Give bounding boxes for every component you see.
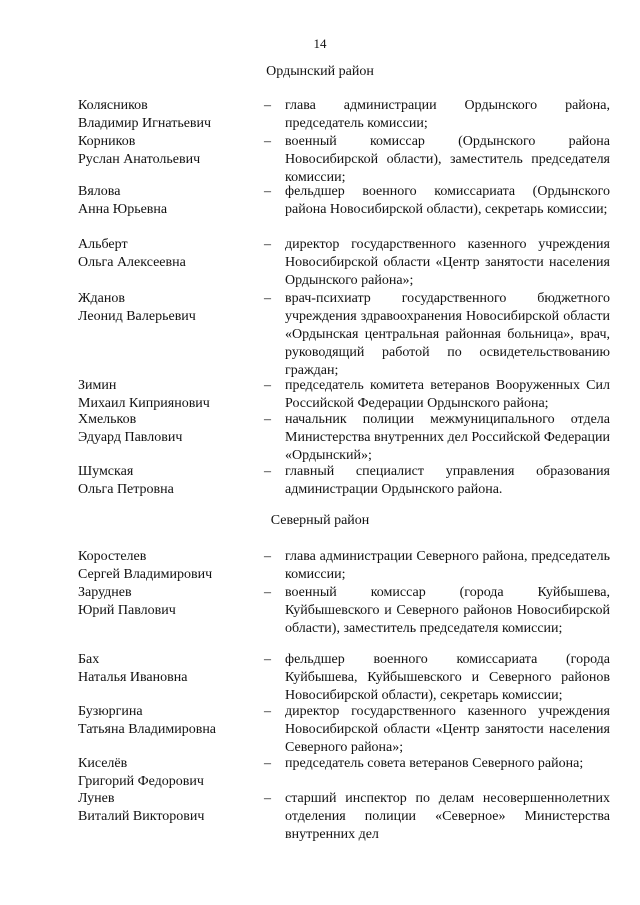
member-position: председатель комитета ветеранов Вооруженных Сил Российской Федерации Ордынского района; [285, 378, 610, 411]
member-name [78, 548, 253, 584]
member-position: военный комиссар (города Куйбышева, Куйбышевского и Северного районов Новосибирской области), заместитель председателя комиссии; [285, 585, 610, 636]
member-given-name: Эдуард Павлович [78, 430, 183, 445]
member-position: директор государственного казенного учреждения Новосибирской области «Центр занятости населения Северного района»; [285, 704, 610, 755]
member-surname: Зимин [78, 378, 117, 393]
member-position: военный комиссар (Ордынского района Новосибирской области), заместитель председателя комиссии; [285, 134, 610, 185]
member-position: главный специалист управления образования администрации Ордынского района. [285, 464, 610, 497]
member-given-name: Ольга Петровна [78, 482, 174, 497]
member-position: председатель совета ветеранов Северного района; [285, 756, 584, 771]
member-given-name: Татьяна Владимировна [78, 722, 217, 737]
member-given-name: Анна Юрьевна [78, 202, 168, 217]
member-position: директор государственного казенного учреждения Новосибирской области «Центр занятости населения Ордынского района»; [285, 237, 610, 288]
section-title-ordynsky: Ордынский район [266, 64, 374, 79]
member-position: врач-психиатр государственного бюджетного учреждения здравоохранения Новосибирской области «Ордынская центральная районная больница», врач, руководящий работой по освидетельствованию граждан; [285, 291, 610, 378]
member-name [78, 133, 253, 169]
member-position: фельдшер военного комиссариата (Ордынского района Новосибирской области), секретарь комиссии; [285, 184, 610, 217]
member-name [78, 463, 253, 499]
dash: – [264, 756, 271, 771]
member-name [78, 183, 253, 219]
dash: – [264, 134, 271, 149]
dash: – [264, 549, 271, 564]
dash: – [264, 412, 271, 427]
member-name [78, 651, 253, 687]
member-position: начальник полиции межмуниципального отдела Министерства внутренних дел Российской Федерации «Ордынский»; [285, 412, 610, 463]
member-surname: Коростелев [78, 549, 147, 564]
member-surname: Вялова [78, 184, 121, 199]
member-given-name: Наталья Ивановна [78, 670, 188, 685]
member-given-name: Виталий Викторович [78, 809, 205, 824]
member-name [78, 703, 253, 739]
member-position: глава администрации Ордынского района, председатель комиссии; [285, 98, 610, 131]
member-surname: Бузюргина [78, 704, 143, 719]
member-position: глава администрации Северного района, председатель комиссии; [285, 549, 610, 582]
member-given-name: Михаил Киприянович [78, 396, 210, 411]
dash: – [264, 464, 271, 479]
dash: – [264, 291, 271, 306]
member-name [78, 97, 253, 133]
dash: – [264, 791, 271, 806]
member-given-name: Ольга Алексеевна [78, 255, 186, 270]
member-surname: Лунев [78, 791, 115, 806]
member-name [78, 755, 253, 791]
member-name [78, 790, 253, 826]
dash: – [264, 704, 271, 719]
member-name [78, 290, 253, 326]
member-given-name: Руслан Анатольевич [78, 152, 201, 167]
member-given-name: Григорий Федорович [78, 774, 204, 789]
member-surname: Бах [78, 652, 100, 667]
page-number: 14 [313, 36, 327, 51]
dash: – [264, 585, 271, 600]
dash: – [264, 378, 271, 393]
member-given-name: Леонид Валерьевич [78, 309, 196, 324]
member-surname: Колясников [78, 98, 148, 113]
member-surname: Хмельков [78, 412, 137, 427]
member-surname: Заруднев [78, 585, 132, 600]
member-given-name: Владимир Игнатьевич [78, 116, 212, 131]
member-position: фельдшер военного комиссариата (города Куйбышева, Куйбышевского и Северного районов Новосибирской области), секретарь комиссии; [285, 652, 610, 703]
member-surname: Шумская [78, 464, 134, 479]
member-name [78, 411, 253, 447]
member-given-name: Юрий Павлович [78, 603, 176, 618]
dash: – [264, 237, 271, 252]
dash: – [264, 98, 271, 113]
member-name [78, 236, 253, 272]
dash: – [264, 184, 271, 199]
member-name [78, 584, 253, 620]
member-given-name: Сергей Владимирович [78, 567, 213, 582]
member-surname: Альберт [78, 237, 128, 252]
member-surname: Корников [78, 134, 136, 149]
dash: – [264, 652, 271, 667]
member-surname: Киселёв [78, 756, 128, 771]
section-title-severny: Северный район [270, 513, 370, 528]
member-name [78, 377, 253, 413]
member-surname: Жданов [78, 291, 125, 306]
member-position: старший инспектор по делам несовершеннолетних отделения полиции «Северное» Министерства внутренних дел [285, 791, 610, 842]
